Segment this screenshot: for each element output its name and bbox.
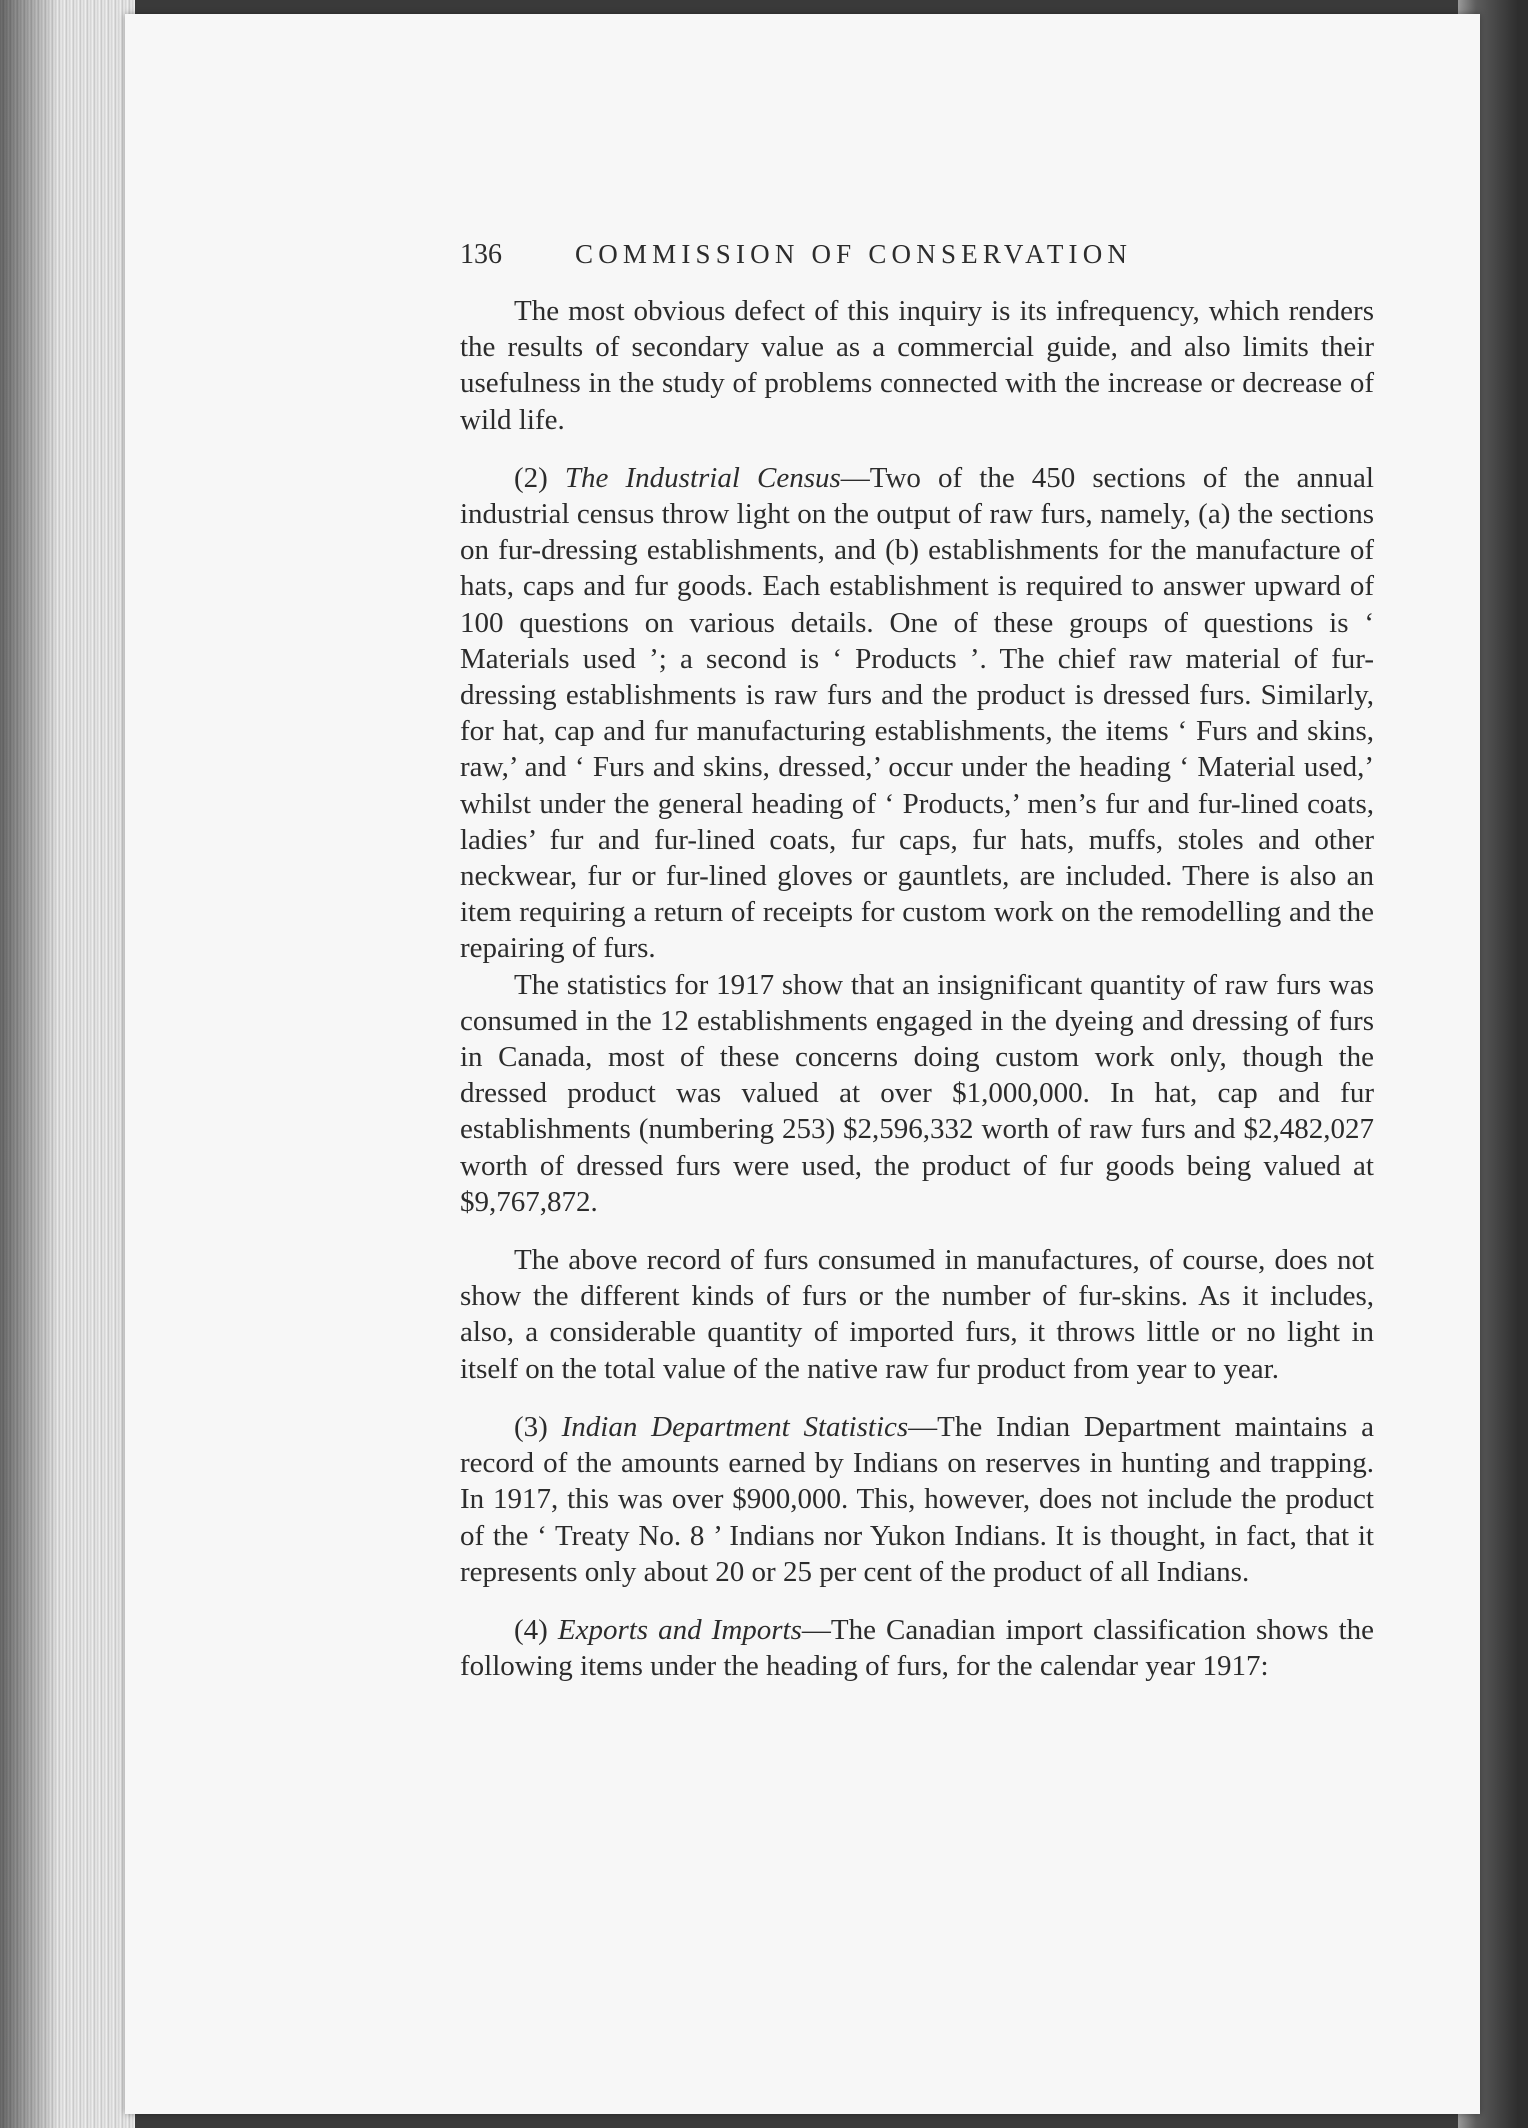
section-title: Indian Department Statistics xyxy=(561,1410,909,1443)
section-number: (2) xyxy=(514,461,548,494)
paragraph-5 xyxy=(460,1409,1374,1590)
text-block xyxy=(460,239,1374,1684)
running-head-title: COMMISSION OF CONSERVATION xyxy=(575,239,1133,269)
section-text: —The Indian Department maintains a record of the amounts earned by Indians on reserves in hunting and trapping. In 1917, this was over $900,000. This, however, does not include the product of the ‘ Treaty No. 8 ’ Indians nor Yukon Indians. It is thought, in fact, that it represents only about 20 or 25 per cent of the product of all Indians. xyxy=(460,1410,1375,1588)
paragraph-4: The above record of furs consumed in manufactures, of course, does not show the different kinds of furs or the number of fur-skins. As it includes, also, a considerable quantity of imported furs, it throws little or no light in itself on the total value of the native raw fur product from year to year. xyxy=(460,1244,1374,1385)
paragraph-1: The most obvious defect of this inquiry is its infrequency, which renders the results of secondary value as a commercial guide, and also limits their usefulness in the study of problems connected with the increase or decrease of wild life. xyxy=(460,295,1374,436)
paragraph-2 xyxy=(460,460,1374,967)
page-number: 136 xyxy=(460,239,502,270)
page-sheet xyxy=(125,14,1480,2114)
running-head xyxy=(460,239,1374,271)
paragraph-3: The statistics for 1917 show that an insignificant quantity of raw furs was consumed in the 12 establishments engaged in the dyeing and dressing of furs in Canada, most of these concerns doing custom work only, though the dressed product was valued at over $1,000,000. In hat, cap and fur establishments (numbering 253) $2,596,332 worth of raw furs and $2,482,027 worth of dressed furs were used, the product of fur goods being valued at $9,767,872. xyxy=(460,968,1374,1218)
section-text: —The Canadian import classification shows the following items under the heading of furs, for the calendar year 1917: xyxy=(460,1613,1374,1683)
section-text: —Two of the 450 sections of the annual industrial census throw light on the output of raw furs, namely, (a) the sections on fur-dressing establishments, and (b) establishments for the manufacture of hats, caps and fur goods. Each establishment is required to answer upward of 100 questions on various details. One of these groups of questions is ‘ Materials used ’; a second is ‘ Products ’. The chief raw material of fur-dressing establishments is raw furs and the product is dressed furs. Similarly, for hat, cap and fur manufacturing establishments, the items ‘ Furs and skins, raw,’ and ‘ Furs and skins, dressed,’ occur under the heading ‘ Material used,’ whilst under the general heading of ‘ Products,’ men’s fur and fur-lined coats, ladies’ fur and fur-lined coats, fur caps, fur hats, muffs, stoles and other neckwear, fur or fur-lined gloves or gauntlets, are included. There is also an item requiring a return of receipts for custom work on the remodelling and the repairing of furs. xyxy=(460,461,1374,965)
section-number: (3) xyxy=(514,1410,548,1443)
section-number: (4) xyxy=(514,1613,548,1646)
edge-shadow xyxy=(0,0,60,2128)
section-title: The Industrial Census xyxy=(564,461,841,494)
paragraph-6 xyxy=(460,1612,1374,1684)
section-title: Exports and Imports xyxy=(557,1613,802,1646)
